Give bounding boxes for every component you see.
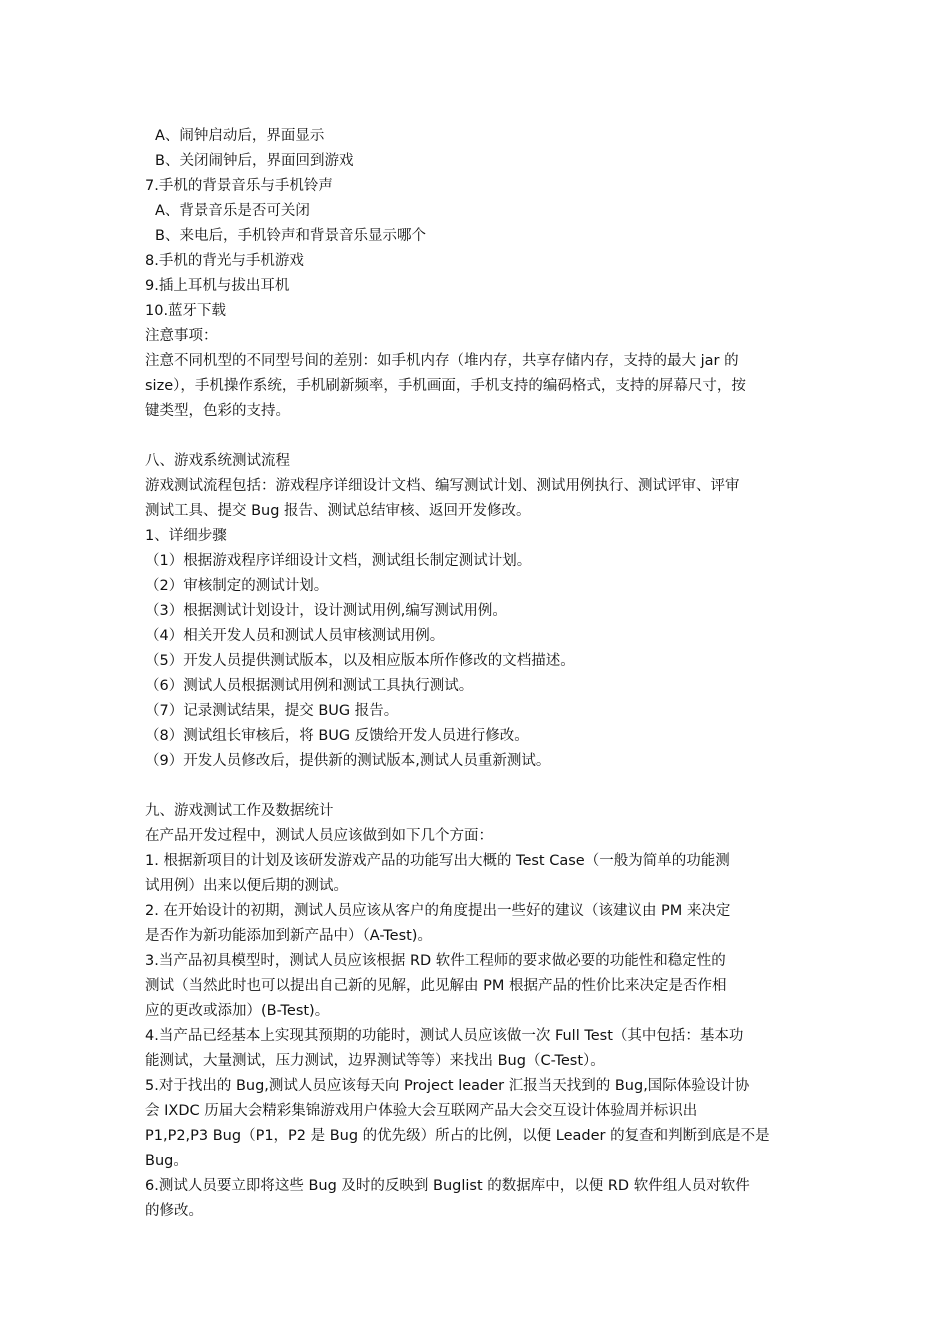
- document-body: [145, 124, 807, 1224]
- paragraph-line: 的修改。: [145, 1203, 203, 1219]
- notes-heading: 注意事项：: [145, 328, 218, 344]
- paragraph-line: 注意不同机型的不同型号间的差别：如手机内存（堆内存，共享存储内存，支持的最大 jar 的: [145, 353, 739, 369]
- step-item: （1）根据游戏程序详细设计文档，测试组长制定测试计划。: [145, 553, 532, 569]
- paragraph-line: 能测试，大量测试，压力测试，边界测试等等）来找出 Bug（C-Test）。: [145, 1053, 605, 1069]
- paragraph-line: 3.当产品初具模型时，测试人员应该根据 RD 软件工程师的要求做必要的功能性和稳定性的: [145, 953, 726, 969]
- list-item-heading: 9.插上耳机与拔出耳机: [145, 278, 290, 294]
- step-item: （2）审核制定的测试计划。: [145, 578, 329, 594]
- subsection-heading: 1、详细步骤: [145, 528, 227, 544]
- paragraph-line: 测试（当然此时也可以提出自己新的见解，此见解由 PM 根据产品的性价比来决定是否作相: [145, 978, 727, 994]
- paragraph-line: 应的更改或添加）(B-Test)。: [145, 1003, 330, 1019]
- step-item: （3）根据测试计划设计，设计测试用例,编写测试用例。: [145, 603, 507, 619]
- section-heading: 九、游戏测试工作及数据统计: [145, 803, 334, 819]
- step-item: （9）开发人员修改后，提供新的测试版本,测试人员重新测试。: [145, 753, 551, 769]
- paragraph-line: 是否作为新功能添加到新产品中）（A-Test)。: [145, 928, 432, 944]
- list-item-heading: 10.蓝牙下载: [145, 303, 227, 319]
- section-heading: 八、游戏系统测试流程: [145, 453, 290, 469]
- paragraph-line: 试用例）出来以便后期的测试。: [145, 878, 348, 894]
- paragraph-line: 在产品开发过程中，测试人员应该做到如下几个方面：: [145, 828, 493, 844]
- paragraph-line: size），手机操作系统，手机刷新频率，手机画面，手机支持的编码格式，支持的屏幕尺寸，按: [145, 378, 746, 394]
- paragraph-line: 6.测试人员要立即将这些 Bug 及时的反映到 Buglist 的数据库中，以便 RD 软件组人员对软件: [145, 1178, 750, 1194]
- paragraph-line: Bug。: [145, 1153, 188, 1169]
- text-line: A、闹钟启动后，界面显示: [155, 128, 325, 144]
- paragraph-line: P1,P2,P3 Bug（P1，P2 是 Bug 的优先级）所占的比例，以便 Leader 的复查和判断到底是不是: [145, 1128, 770, 1144]
- paragraph-line: 2. 在开始设计的初期，测试人员应该从客户的角度提出一些好的建议（该建议由 PM 来决定: [145, 903, 731, 919]
- paragraph-gap: [145, 774, 807, 799]
- paragraph-line: 4.当产品已经基本上实现其预期的功能时，测试人员应该做一次 Full Test（其中包括：基本功: [145, 1028, 744, 1044]
- text-line: B、来电后，手机铃声和背景音乐显示哪个: [155, 228, 426, 244]
- paragraph-gap: [145, 424, 807, 449]
- paragraph-line: 键类型，色彩的支持。: [145, 403, 290, 419]
- paragraph-line: 游戏测试流程包括：游戏程序详细设计文档、编写测试计划、测试用例执行、测试评审、评审: [145, 478, 740, 494]
- paragraph-line: 1. 根据新项目的计划及该研发游戏产品的功能写出大概的 Test Case（一般为简单的功能测: [145, 853, 730, 869]
- paragraph-line: 测试工具、提交 Bug 报告、测试总结审核、返回开发修改。: [145, 503, 531, 519]
- list-item-heading: 7.手机的背景音乐与手机铃声: [145, 178, 333, 194]
- text-line: B、关闭闹钟后，界面回到游戏: [155, 153, 354, 169]
- step-item: （7）记录测试结果，提交 BUG 报告。: [145, 703, 399, 719]
- list-item-heading: 8.手机的背光与手机游戏: [145, 253, 304, 269]
- text-line: A、背景音乐是否可关闭: [155, 203, 310, 219]
- step-item: （4）相关开发人员和测试人员审核测试用例。: [145, 628, 445, 644]
- paragraph-line: 会 IXDC 历届大会精彩集锦游戏用户体验大会互联网产品大会交互设计体验周并标识出: [145, 1103, 698, 1119]
- step-item: （6）测试人员根据测试用例和测试工具执行测试。: [145, 678, 474, 694]
- step-item: （5）开发人员提供测试版本，以及相应版本所作修改的文档描述。: [145, 653, 575, 669]
- paragraph-line: 5.对于找出的 Bug,测试人员应该每天向 Project leader 汇报当天找到的 Bug,国际体验设计协: [145, 1078, 750, 1094]
- step-item: （8）测试组长审核后，将 BUG 反馈给开发人员进行修改。: [145, 728, 529, 744]
